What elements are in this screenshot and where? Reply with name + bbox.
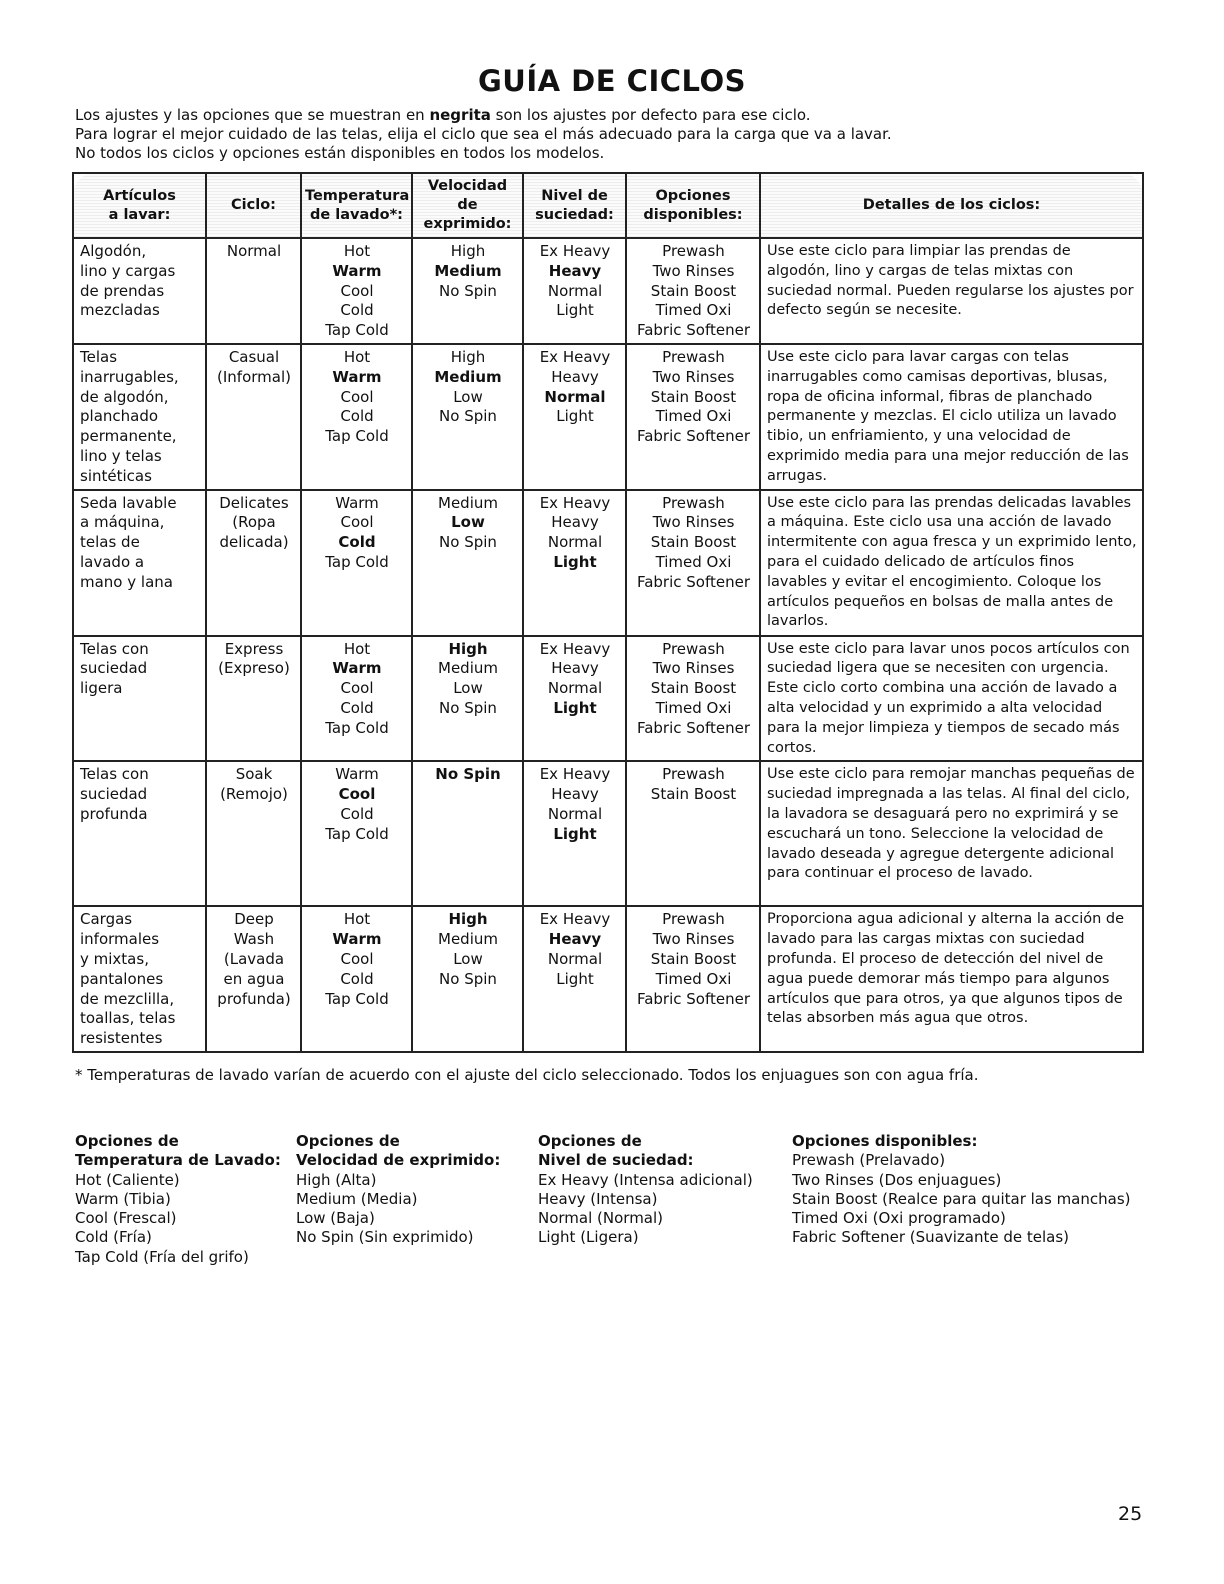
- soil-level-option: Ex Heavy: [539, 242, 611, 260]
- legend-heading: Velocidad de exprimido:: [296, 1151, 501, 1170]
- legend-heading: Temperatura de Lavado:: [75, 1151, 281, 1170]
- legend-heading: Opciones de: [75, 1132, 179, 1150]
- details-cell: Use este ciclo para las prendas delicadas lavables a máquina. Este ciclo usa una acción de lavado intermitente con agua fresca y un exprimido lento, para el cuidado delicado de artículos finos lavables y evitar el encogimiento. Coloque los artículos pequeños en bolsas de malla antes de lavarlos.: [760, 490, 1143, 636]
- legend-heading: Opciones de: [296, 1132, 400, 1150]
- intro-line-3: No todos los ciclos y opciones están disponibles en todos los modelos.: [75, 144, 605, 162]
- temperature-cell: [301, 238, 412, 344]
- temperature-cell: [301, 344, 412, 490]
- legend-heading: Nivel de suciedad:: [538, 1151, 694, 1170]
- temperature-option: Cold: [340, 301, 374, 320]
- item-line: Cargas: [80, 910, 133, 929]
- soil-level-option: Heavy: [551, 513, 599, 532]
- available-option: Stain Boost: [650, 949, 737, 968]
- items-cell: [73, 238, 206, 344]
- items-cell: [73, 636, 206, 762]
- cycle-cell: [206, 636, 301, 762]
- available-option: Fabric Softener: [636, 427, 751, 446]
- cycle-cell: [206, 761, 301, 906]
- column-header-line: Temperatura: [305, 187, 410, 204]
- item-line: de mezclilla,: [80, 989, 175, 1008]
- soil-level-option: Normal: [547, 679, 603, 698]
- spin-speed-option: High: [448, 910, 488, 929]
- column-header: [206, 173, 301, 238]
- available-option: Timed Oxi: [655, 698, 732, 717]
- soil-level-option: Heavy: [551, 659, 599, 678]
- legend-heading: Opciones disponibles:: [792, 1132, 978, 1150]
- temperature-option: Cold: [340, 407, 374, 426]
- soil-level-option: Normal: [544, 387, 606, 406]
- spin-speed-option: No Spin: [435, 765, 501, 784]
- intro-line-1-end: son los ajustes por defecto para ese ciclo.: [490, 106, 811, 124]
- temperature-option: Warm: [332, 659, 382, 678]
- available-option: Stain Boost: [650, 387, 737, 406]
- soil-level-cell: [523, 636, 626, 762]
- cycle-line: (Remojo): [220, 785, 288, 804]
- temperature-option: Hot: [343, 639, 371, 658]
- spin-speed-cell: [412, 636, 523, 762]
- details-cell: Use este ciclo para lavar unos pocos artículos con suciedad ligera que se necesiten con urgencia. Este ciclo corto combina una acción de lavado a alta velocidad y un exprimido a alta velocidad para la mejor limpieza y tiempos de secado más cortos.: [760, 636, 1143, 762]
- cycle-line: Delicates: [219, 493, 289, 512]
- spin-speed-option: Low: [451, 513, 485, 532]
- item-line: profunda: [80, 804, 148, 823]
- options-cell: [626, 761, 760, 906]
- item-line: y mixtas,: [80, 949, 149, 968]
- column-header: [626, 173, 760, 238]
- details-cell: Use este ciclo para remojar manchas pequeñas de suciedad impregnada a las telas. Al final del ciclo, la lavadora se desaguará pero no exprimirá y se escuchará un tono. Seleccione la velocidad de lavado deseada y agregue detergente adicional para continuar el proceso de lavado.: [760, 761, 1143, 906]
- spin-speed-option: No Spin: [439, 407, 497, 426]
- legend-item: Fabric Softener (Suavizante de telas): [792, 1228, 1070, 1247]
- item-line: Telas: [80, 347, 118, 366]
- temperature-option: Warm: [332, 367, 382, 386]
- cycle-line: delicada): [219, 533, 289, 552]
- spin-speed-option: Medium: [438, 493, 498, 512]
- soil-level-option: Normal: [547, 281, 603, 300]
- column-header-line: Velocidad de: [427, 178, 508, 213]
- details-cell: Proporciona agua adicional y alterna la acción de lavado para las cargas mixtas con suciedad profunda. El proceso de detección del nivel de agua puede demorar más tiempo para algunos artículos que para otros, ya que algunos tipos de telas absorben más agua que otros.: [760, 906, 1143, 1052]
- options-cell: [626, 906, 760, 1052]
- temperature-cell: [301, 906, 412, 1052]
- temperature-option: Hot: [343, 242, 371, 260]
- temperature-option: Cold: [338, 533, 376, 552]
- table-row: [73, 906, 1143, 1052]
- cycle-line: Deep: [234, 910, 274, 929]
- temperature-option: Tap Cold: [325, 427, 389, 446]
- legend-column: [792, 1132, 1131, 1248]
- item-line: lino y telas: [80, 446, 162, 465]
- spin-speed-option: Medium: [438, 930, 498, 949]
- legend-column: [296, 1132, 500, 1248]
- cycle-line: (Ropa: [232, 513, 276, 532]
- item-line: Algodón,: [80, 242, 147, 260]
- legend-item: Hot (Caliente): [75, 1170, 180, 1189]
- available-option: Fabric Softener: [636, 572, 751, 591]
- soil-level-option: Normal: [547, 949, 603, 968]
- column-header: [760, 173, 1143, 238]
- item-line: toallas, telas: [80, 1009, 176, 1028]
- cycle-line: en agua: [223, 969, 285, 988]
- page-title: GUÍA DE CICLOS: [478, 64, 746, 98]
- soil-level-option: Ex Heavy: [539, 347, 611, 366]
- temperature-cell: [301, 761, 412, 906]
- spin-speed-option: No Spin: [439, 281, 497, 300]
- temperature-option: Cool: [340, 949, 374, 968]
- available-option: Stain Boost: [650, 679, 737, 698]
- spin-speed-cell: [412, 344, 523, 490]
- available-option: Fabric Softener: [636, 989, 751, 1008]
- legend-item: Stain Boost (Realce para quitar las manchas): [792, 1189, 1131, 1208]
- spin-speed-option: No Spin: [439, 533, 497, 552]
- column-header-line: de lavado*:: [310, 206, 403, 223]
- table-row: [73, 761, 1143, 906]
- cycle-cell: [206, 238, 301, 344]
- soil-level-option: Heavy: [548, 261, 602, 280]
- table-row: [73, 344, 1143, 490]
- soil-level-option: Light: [553, 698, 597, 717]
- available-option: Fabric Softener: [636, 321, 751, 340]
- legend-item: Low (Baja): [296, 1209, 375, 1228]
- intro-line-2: Para lograr el mejor cuidado de las telas, elija el ciclo que sea el más adecuado para la carga que va a lavar.: [75, 125, 892, 143]
- temperature-option: Warm: [335, 765, 379, 784]
- column-header-line: Nivel de: [541, 187, 608, 204]
- legend-item: Medium (Media): [296, 1189, 418, 1208]
- soil-level-option: Light: [556, 407, 594, 426]
- temperature-option: Tap Cold: [325, 718, 389, 737]
- legend-item: Timed Oxi (Oxi programado): [792, 1209, 1006, 1228]
- temperature-option: Hot: [343, 347, 371, 366]
- column-header-line: a lavar:: [108, 206, 171, 223]
- column-header: [73, 173, 206, 238]
- cycle-line: (Lavada: [223, 949, 285, 968]
- column-header-line: Detalles de los ciclos:: [862, 197, 1041, 213]
- temperature-option: Warm: [335, 493, 379, 512]
- column-header-line: exprimido:: [423, 216, 512, 232]
- spin-speed-option: Low: [453, 949, 483, 968]
- cycle-guide-table: [72, 172, 1144, 1053]
- items-cell: [73, 490, 206, 636]
- available-option: Two Rinses: [652, 513, 735, 532]
- cycle-line: (Expreso): [218, 659, 290, 678]
- item-line: lino y cargas: [80, 261, 176, 280]
- table-row: [73, 636, 1143, 762]
- legend-item: Heavy (Intensa): [538, 1189, 658, 1208]
- available-option: Prewash: [662, 493, 725, 512]
- column-header-line: Ciclo:: [231, 197, 276, 213]
- soil-level-cell: [523, 490, 626, 636]
- item-line: mano y lana: [80, 572, 173, 591]
- available-option: Stain Boost: [650, 281, 737, 300]
- soil-level-option: Normal: [547, 804, 603, 823]
- available-option: Prewash: [662, 765, 725, 784]
- soil-level-option: Ex Heavy: [539, 493, 611, 512]
- temperature-option: Cool: [340, 387, 374, 406]
- column-header-line: Artículos: [103, 187, 176, 204]
- available-option: Two Rinses: [652, 659, 735, 678]
- page-number: 25: [1118, 1503, 1143, 1525]
- spin-speed-cell: [412, 490, 523, 636]
- soil-level-option: Light: [553, 824, 597, 843]
- item-line: suciedad: [80, 659, 148, 678]
- column-header-line: disponibles:: [643, 206, 743, 223]
- legend-item: Warm (Tibia): [75, 1189, 171, 1208]
- spin-speed-option: High: [450, 347, 486, 366]
- options-cell: [626, 238, 760, 344]
- legend-item: Cool (Frescal): [75, 1209, 177, 1228]
- available-option: Timed Oxi: [655, 552, 732, 571]
- soil-level-cell: [523, 344, 626, 490]
- cycle-line: Normal: [226, 242, 282, 260]
- item-line: inarrugables,: [80, 367, 179, 386]
- items-cell: [73, 761, 206, 906]
- temperature-option: Cool: [340, 679, 374, 698]
- column-header-line: Opciones: [655, 187, 731, 204]
- options-cell: [626, 636, 760, 762]
- footnote: * Temperaturas de lavado varían de acuerdo con el ajuste del ciclo seleccionado. Todos los enjuagues son con agua fría.: [75, 1066, 979, 1084]
- soil-level-option: Ex Heavy: [539, 910, 611, 929]
- soil-level-option: Light: [553, 552, 597, 571]
- available-option: Two Rinses: [652, 367, 735, 386]
- cycle-line: (Informal): [217, 367, 291, 386]
- soil-level-cell: [523, 238, 626, 344]
- cycle-line: Wash: [233, 930, 275, 949]
- item-line: permanente,: [80, 427, 177, 446]
- temperature-option: Tap Cold: [325, 321, 389, 340]
- available-option: Timed Oxi: [655, 301, 732, 320]
- available-option: Two Rinses: [652, 261, 735, 280]
- temperature-option: Cool: [340, 281, 374, 300]
- intro-line-1: [75, 106, 892, 125]
- item-line: de prendas: [80, 281, 165, 300]
- available-option: Stain Boost: [650, 785, 737, 804]
- spin-speed-cell: [412, 761, 523, 906]
- temperature-option: Cool: [340, 513, 374, 532]
- available-option: Prewash: [662, 242, 725, 260]
- options-cell: [626, 490, 760, 636]
- cycle-cell: [206, 490, 301, 636]
- item-line: Telas con: [80, 765, 149, 784]
- temperature-cell: [301, 490, 412, 636]
- legend-item: Two Rinses (Dos enjuagues): [792, 1170, 1002, 1189]
- temperature-option: Cool: [338, 785, 376, 804]
- item-line: planchado: [80, 407, 159, 426]
- available-option: Timed Oxi: [655, 969, 732, 988]
- legend-item: Normal (Normal): [538, 1209, 664, 1228]
- spin-speed-option: No Spin: [439, 969, 497, 988]
- item-line: de algodón,: [80, 387, 169, 406]
- temperature-option: Cold: [340, 804, 374, 823]
- available-option: Stain Boost: [650, 533, 737, 552]
- temperature-option: Hot: [343, 910, 371, 929]
- spin-speed-cell: [412, 906, 523, 1052]
- available-option: Fabric Softener: [636, 718, 751, 737]
- cycle-cell: [206, 344, 301, 490]
- legend-column: [75, 1132, 281, 1267]
- column-header: [523, 173, 626, 238]
- item-line: pantalones: [80, 969, 164, 988]
- legend-item: Prewash (Prelavado): [792, 1151, 946, 1170]
- spin-speed-option: Low: [453, 679, 483, 698]
- item-line: resistentes: [80, 1029, 163, 1048]
- spin-speed-option: Low: [453, 387, 483, 406]
- temperature-option: Tap Cold: [325, 824, 389, 843]
- available-option: Prewash: [662, 639, 725, 658]
- spin-speed-option: Medium: [434, 261, 502, 280]
- spin-speed-option: High: [450, 242, 486, 260]
- options-cell: [626, 344, 760, 490]
- soil-level-cell: [523, 906, 626, 1052]
- legend-item: High (Alta): [296, 1170, 377, 1189]
- cycle-line: profunda): [217, 989, 291, 1008]
- spin-speed-option: High: [448, 639, 488, 658]
- table-row: [73, 490, 1143, 636]
- spin-speed-option: No Spin: [439, 698, 497, 717]
- legend-item: No Spin (Sin exprimido): [296, 1228, 474, 1247]
- table-row: [73, 238, 1143, 344]
- cycle-line: Casual: [228, 347, 280, 366]
- column-header: [301, 173, 412, 238]
- temperature-option: Cold: [340, 969, 374, 988]
- legend-column: [538, 1132, 753, 1248]
- legend-item: Light (Ligera): [538, 1228, 639, 1247]
- items-cell: [73, 906, 206, 1052]
- spin-speed-option: Medium: [434, 367, 502, 386]
- column-header: [412, 173, 523, 238]
- item-line: sintéticas: [80, 466, 152, 485]
- column-header-line: suciedad:: [535, 206, 614, 223]
- details-cell: Use este ciclo para limpiar las prendas de algodón, lino y cargas de telas mixtas con suciedad normal. Pueden regularse los ajustes por defecto según se necesite.: [760, 238, 1143, 344]
- soil-level-option: Light: [556, 301, 594, 320]
- item-line: telas de: [80, 533, 140, 552]
- soil-level-option: Heavy: [548, 930, 602, 949]
- soil-level-option: Ex Heavy: [539, 639, 611, 658]
- cycle-line: Express: [224, 639, 284, 658]
- item-line: lavado a: [80, 552, 145, 571]
- legend-item: Ex Heavy (Intensa adicional): [538, 1170, 753, 1189]
- available-option: Timed Oxi: [655, 407, 732, 426]
- available-option: Prewash: [662, 910, 725, 929]
- soil-level-cell: [523, 761, 626, 906]
- legend-item: Tap Cold (Fría del grifo): [75, 1247, 249, 1266]
- legend-item: Cold (Fría): [75, 1228, 152, 1247]
- items-cell: [73, 344, 206, 490]
- legend-heading: Opciones de: [538, 1132, 642, 1150]
- item-line: Telas con: [80, 639, 149, 658]
- item-line: ligera: [80, 679, 123, 698]
- available-option: Two Rinses: [652, 930, 735, 949]
- soil-level-option: Light: [556, 969, 594, 988]
- table-header-row: [73, 173, 1143, 238]
- intro-bold-word: negrita: [429, 106, 491, 124]
- item-line: mezcladas: [80, 301, 160, 320]
- temperature-option: Tap Cold: [325, 989, 389, 1008]
- intro-line-1-start: Los ajustes y las opciones que se muestran en: [75, 106, 430, 124]
- temperature-option: Warm: [332, 261, 382, 280]
- temperature-option: Warm: [332, 930, 382, 949]
- cycle-line: Soak: [235, 765, 273, 784]
- item-line: Seda lavable: [80, 493, 177, 512]
- item-line: informales: [80, 930, 160, 949]
- soil-level-option: Heavy: [551, 367, 599, 386]
- available-option: Prewash: [662, 347, 725, 366]
- item-line: a máquina,: [80, 513, 165, 532]
- soil-level-option: Heavy: [551, 785, 599, 804]
- intro-text: [75, 106, 892, 163]
- item-line: suciedad: [80, 785, 148, 804]
- temperature-option: Tap Cold: [325, 552, 389, 571]
- details-cell: Use este ciclo para lavar cargas con telas inarrugables como camisas deportivas, blusas, ropa de oficina informal, fibras de planchado permanente y mezclas. El ciclo utiliza un lavado tibio, un enfriamiento, y una velocidad de exprimido media para una mejor reducción de las arrugas.: [760, 344, 1143, 490]
- spin-speed-option: Medium: [438, 659, 498, 678]
- cycle-cell: [206, 906, 301, 1052]
- soil-level-option: Ex Heavy: [539, 765, 611, 784]
- temperature-option: Cold: [340, 698, 374, 717]
- temperature-cell: [301, 636, 412, 762]
- spin-speed-cell: [412, 238, 523, 344]
- soil-level-option: Normal: [547, 533, 603, 552]
